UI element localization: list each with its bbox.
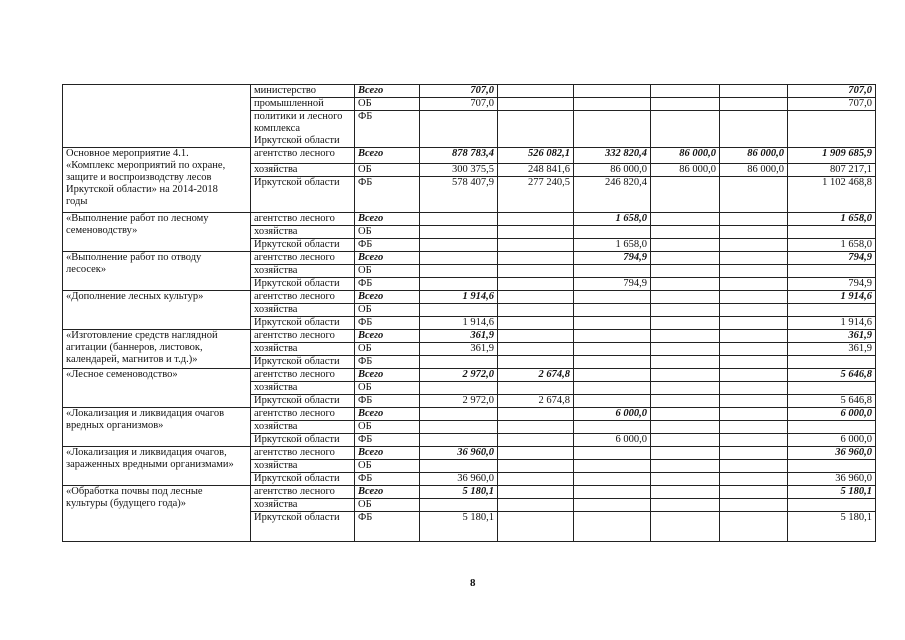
table-row xyxy=(63,447,876,460)
year-value xyxy=(498,330,574,343)
measure-name-line: годы xyxy=(66,196,88,207)
executor-cell: агентство лесного xyxy=(251,447,355,460)
year-value xyxy=(651,369,720,382)
funding-source: ОБ xyxy=(355,421,420,434)
total-value xyxy=(788,499,876,512)
total-value xyxy=(788,111,876,148)
year-value xyxy=(720,421,788,434)
year-value xyxy=(720,317,788,330)
funding-source: ФБ xyxy=(355,473,420,486)
total-value: 5 646,8 xyxy=(788,395,876,408)
measure-name xyxy=(63,213,251,252)
year-value xyxy=(574,304,651,317)
total-value: 36 960,0 xyxy=(788,473,876,486)
funding-source: ОБ xyxy=(355,265,420,278)
year-value: 878 783,4 xyxy=(420,148,498,164)
year-value xyxy=(651,213,720,226)
funding-source: Всего xyxy=(355,330,420,343)
year-value xyxy=(720,486,788,499)
table-row xyxy=(63,330,876,343)
funding-source: ОБ xyxy=(355,226,420,239)
year-value xyxy=(420,213,498,226)
year-value xyxy=(498,447,574,460)
total-value xyxy=(788,356,876,369)
year-value: 1 658,0 xyxy=(574,239,651,252)
year-value: 300 375,5 xyxy=(420,164,498,177)
executor-cell: промышленной xyxy=(251,98,355,111)
year-value: 1 658,0 xyxy=(574,213,651,226)
funding-source: Всего xyxy=(355,447,420,460)
year-value xyxy=(720,304,788,317)
year-value: 86 000,0 xyxy=(574,164,651,177)
funding-source: ФБ xyxy=(355,239,420,252)
year-value: 794,9 xyxy=(574,278,651,291)
year-value: 1 914,6 xyxy=(420,317,498,330)
year-value xyxy=(720,111,788,148)
total-value: 361,9 xyxy=(788,343,876,356)
measure-name xyxy=(63,447,251,486)
year-value xyxy=(498,486,574,499)
executor-line: Иркутской области xyxy=(254,135,340,146)
year-value: 5 180,1 xyxy=(420,486,498,499)
year-value xyxy=(498,512,574,542)
year-value xyxy=(651,408,720,421)
year-value xyxy=(420,434,498,447)
year-value xyxy=(574,473,651,486)
measure-name-line: «Обработка почвы под лесные xyxy=(66,486,203,497)
year-value xyxy=(651,473,720,486)
year-value xyxy=(651,460,720,473)
year-value: 36 960,0 xyxy=(420,447,498,460)
year-value xyxy=(651,317,720,330)
funding-source: Всего xyxy=(355,213,420,226)
year-value xyxy=(574,395,651,408)
year-value xyxy=(498,382,574,395)
year-value xyxy=(651,278,720,291)
year-value xyxy=(420,408,498,421)
measure-name xyxy=(63,252,251,291)
year-value xyxy=(574,499,651,512)
year-value xyxy=(498,317,574,330)
year-value xyxy=(420,460,498,473)
year-value xyxy=(720,98,788,111)
year-value xyxy=(574,343,651,356)
year-value xyxy=(420,382,498,395)
measure-name-line: защите и воспроизводству лесов xyxy=(66,172,212,183)
measure-name-line: календарей, магнитов и т.д.)» xyxy=(66,354,198,365)
year-value xyxy=(651,434,720,447)
total-value: 36 960,0 xyxy=(788,447,876,460)
measure-name-line: «Локализация и ликвидация очагов xyxy=(66,408,225,419)
year-value xyxy=(574,98,651,111)
table-row xyxy=(63,148,876,164)
year-value xyxy=(720,369,788,382)
measure-name xyxy=(63,408,251,447)
year-value xyxy=(574,421,651,434)
total-value: 6 000,0 xyxy=(788,408,876,421)
year-value xyxy=(720,395,788,408)
year-value: 2 674,8 xyxy=(498,395,574,408)
year-value xyxy=(498,408,574,421)
total-value xyxy=(788,304,876,317)
budget-table xyxy=(62,84,876,542)
executor-cell: Иркутской области xyxy=(251,512,355,542)
total-value: 1 102 468,8 xyxy=(788,177,876,213)
total-value: 707,0 xyxy=(788,98,876,111)
year-value xyxy=(651,395,720,408)
year-value xyxy=(651,304,720,317)
executor-cell: министерство xyxy=(251,85,355,98)
year-value xyxy=(651,512,720,542)
year-value: 526 082,1 xyxy=(498,148,574,164)
executor-cell: агентство лесного xyxy=(251,369,355,382)
year-value xyxy=(574,460,651,473)
measure-name-line: культуры (будущего года)» xyxy=(66,498,187,509)
total-value: 5 646,8 xyxy=(788,369,876,382)
year-value xyxy=(720,499,788,512)
measure-name-line: «Лесное семеноводство» xyxy=(66,369,178,380)
year-value: 2 972,0 xyxy=(420,369,498,382)
year-value: 361,9 xyxy=(420,330,498,343)
year-value: 332 820,4 xyxy=(574,148,651,164)
total-value: 707,0 xyxy=(788,85,876,98)
year-value xyxy=(651,499,720,512)
year-value xyxy=(574,226,651,239)
measure-name-line: лесосек» xyxy=(66,264,107,275)
funding-source: ФБ xyxy=(355,356,420,369)
executor-cell: Иркутской области xyxy=(251,356,355,369)
year-value xyxy=(651,330,720,343)
measure-name-line: «Выполнение работ по лесному xyxy=(66,213,209,224)
year-value xyxy=(720,278,788,291)
year-value xyxy=(498,278,574,291)
year-value xyxy=(720,226,788,239)
year-value xyxy=(498,421,574,434)
executor-cell: Иркутской области xyxy=(251,473,355,486)
table-row xyxy=(63,291,876,304)
funding-source: ФБ xyxy=(355,395,420,408)
executor-cell xyxy=(251,111,355,148)
year-value: 578 407,9 xyxy=(420,177,498,213)
year-value xyxy=(498,239,574,252)
year-value xyxy=(498,473,574,486)
funding-source: ОБ xyxy=(355,304,420,317)
table-row xyxy=(63,252,876,265)
year-value xyxy=(574,291,651,304)
executor-line: комплекса xyxy=(254,123,301,134)
year-value xyxy=(574,85,651,98)
year-value xyxy=(420,265,498,278)
executor-cell: хозяйства xyxy=(251,265,355,278)
executor-cell: агентство лесного xyxy=(251,486,355,499)
year-value xyxy=(498,356,574,369)
measure-name-line: «Дополнение лесных культур» xyxy=(66,291,204,302)
total-value xyxy=(788,460,876,473)
year-value xyxy=(720,356,788,369)
measure-name xyxy=(63,486,251,542)
year-value xyxy=(720,512,788,542)
measure-name-line: семеноводству» xyxy=(66,225,138,236)
executor-cell: хозяйства xyxy=(251,304,355,317)
total-value: 5 180,1 xyxy=(788,512,876,542)
year-value xyxy=(720,343,788,356)
executor-cell: агентство лесного xyxy=(251,213,355,226)
measure-name xyxy=(63,291,251,330)
total-value: 1 914,6 xyxy=(788,317,876,330)
executor-cell: хозяйства xyxy=(251,226,355,239)
measure-name-line: агитации (баннеров, листовок, xyxy=(66,342,203,353)
year-value xyxy=(420,278,498,291)
executor-cell: Иркутской области xyxy=(251,239,355,252)
year-value: 6 000,0 xyxy=(574,408,651,421)
total-value xyxy=(788,265,876,278)
year-value xyxy=(651,356,720,369)
table-row xyxy=(63,85,876,98)
year-value xyxy=(574,265,651,278)
year-value xyxy=(720,291,788,304)
year-value: 86 000,0 xyxy=(720,164,788,177)
executor-cell: Иркутской области xyxy=(251,177,355,213)
executor-cell: агентство лесного xyxy=(251,148,355,164)
year-value xyxy=(498,499,574,512)
year-value xyxy=(498,252,574,265)
executor-cell: Иркутской области xyxy=(251,395,355,408)
funding-source: Всего xyxy=(355,148,420,164)
measure-name-line: зараженных вредными организмами» xyxy=(66,459,234,470)
measure-name xyxy=(63,148,251,213)
funding-source: Всего xyxy=(355,486,420,499)
year-value xyxy=(498,343,574,356)
year-value xyxy=(574,382,651,395)
year-value xyxy=(651,343,720,356)
year-value xyxy=(498,291,574,304)
funding-source: Всего xyxy=(355,85,420,98)
total-value: 1 909 685,9 xyxy=(788,148,876,164)
year-value xyxy=(574,317,651,330)
year-value: 277 240,5 xyxy=(498,177,574,213)
total-value: 1 658,0 xyxy=(788,213,876,226)
year-value: 86 000,0 xyxy=(651,164,720,177)
year-value: 2 674,8 xyxy=(498,369,574,382)
year-value xyxy=(651,98,720,111)
executor-cell: Иркутской области xyxy=(251,317,355,330)
year-value: 707,0 xyxy=(420,85,498,98)
year-value: 5 180,1 xyxy=(420,512,498,542)
year-value: 707,0 xyxy=(420,98,498,111)
year-value xyxy=(651,382,720,395)
executor-cell: хозяйства xyxy=(251,164,355,177)
year-value: 361,9 xyxy=(420,343,498,356)
year-value xyxy=(498,98,574,111)
table-row xyxy=(63,213,876,226)
year-value xyxy=(651,177,720,213)
total-value: 794,9 xyxy=(788,278,876,291)
year-value xyxy=(420,226,498,239)
year-value: 1 914,6 xyxy=(420,291,498,304)
year-value xyxy=(498,213,574,226)
year-value xyxy=(720,330,788,343)
funding-source: ОБ xyxy=(355,499,420,512)
executor-cell: агентство лесного xyxy=(251,330,355,343)
total-value: 1 914,6 xyxy=(788,291,876,304)
year-value xyxy=(498,226,574,239)
year-value: 248 841,6 xyxy=(498,164,574,177)
funding-source: ОБ xyxy=(355,382,420,395)
page-number: 8 xyxy=(470,577,476,589)
measure-name-line: Иркутской области» на 2014-2018 xyxy=(66,184,218,195)
total-value: 6 000,0 xyxy=(788,434,876,447)
year-value xyxy=(720,408,788,421)
executor-cell: хозяйства xyxy=(251,343,355,356)
total-value xyxy=(788,382,876,395)
year-value xyxy=(574,486,651,499)
year-value: 794,9 xyxy=(574,252,651,265)
funding-source: ФБ xyxy=(355,317,420,330)
year-value xyxy=(574,447,651,460)
year-value xyxy=(574,369,651,382)
year-value xyxy=(720,239,788,252)
year-value: 6 000,0 xyxy=(574,434,651,447)
year-value xyxy=(651,226,720,239)
year-value xyxy=(720,382,788,395)
measure-name-line: вредных организмов» xyxy=(66,420,164,431)
measure-name xyxy=(63,330,251,369)
year-value xyxy=(420,252,498,265)
funding-source: Всего xyxy=(355,252,420,265)
year-value xyxy=(574,356,651,369)
total-value: 794,9 xyxy=(788,252,876,265)
year-value xyxy=(651,421,720,434)
year-value xyxy=(720,213,788,226)
year-value xyxy=(720,252,788,265)
funding-source: ФБ xyxy=(355,177,420,213)
executor-cell: агентство лесного xyxy=(251,408,355,421)
year-value xyxy=(498,304,574,317)
year-value xyxy=(574,512,651,542)
table-row xyxy=(63,486,876,499)
year-value xyxy=(420,239,498,252)
funding-source: Всего xyxy=(355,369,420,382)
total-value: 807 217,1 xyxy=(788,164,876,177)
funding-source: ОБ xyxy=(355,460,420,473)
year-value xyxy=(420,111,498,148)
funding-source: ОБ xyxy=(355,343,420,356)
year-value xyxy=(720,265,788,278)
year-value xyxy=(720,460,788,473)
executor-cell: агентство лесного xyxy=(251,291,355,304)
year-value: 86 000,0 xyxy=(720,148,788,164)
executor-cell: хозяйства xyxy=(251,421,355,434)
year-value xyxy=(420,499,498,512)
funding-source: ФБ xyxy=(355,111,420,148)
funding-source: ФБ xyxy=(355,434,420,447)
year-value xyxy=(651,486,720,499)
executor-cell: хозяйства xyxy=(251,382,355,395)
measure-name xyxy=(63,85,251,148)
year-value xyxy=(651,252,720,265)
year-value xyxy=(498,85,574,98)
year-value xyxy=(651,239,720,252)
total-value: 1 658,0 xyxy=(788,239,876,252)
year-value xyxy=(720,177,788,213)
measure-name-line: «Изготовление средств наглядной xyxy=(66,330,218,341)
funding-source: ФБ xyxy=(355,512,420,542)
year-value xyxy=(651,111,720,148)
year-value xyxy=(651,447,720,460)
year-value: 2 972,0 xyxy=(420,395,498,408)
executor-cell: Иркутской области xyxy=(251,278,355,291)
funding-source: ОБ xyxy=(355,164,420,177)
year-value xyxy=(651,291,720,304)
year-value xyxy=(720,434,788,447)
total-value xyxy=(788,421,876,434)
executor-cell: хозяйства xyxy=(251,460,355,473)
funding-source: ОБ xyxy=(355,98,420,111)
year-value: 86 000,0 xyxy=(651,148,720,164)
total-value: 5 180,1 xyxy=(788,486,876,499)
table-row xyxy=(63,369,876,382)
measure-name-line: Основное мероприятие 4.1. xyxy=(66,148,189,159)
table-row xyxy=(63,408,876,421)
year-value xyxy=(720,85,788,98)
year-value: 36 960,0 xyxy=(420,473,498,486)
total-value xyxy=(788,226,876,239)
year-value xyxy=(420,421,498,434)
measure-name xyxy=(63,369,251,408)
year-value xyxy=(498,434,574,447)
year-value xyxy=(498,111,574,148)
year-value xyxy=(720,447,788,460)
year-value xyxy=(420,356,498,369)
executor-cell: агентство лесного xyxy=(251,252,355,265)
year-value xyxy=(420,304,498,317)
funding-source: Всего xyxy=(355,291,420,304)
funding-source: ФБ xyxy=(355,278,420,291)
funding-source: Всего xyxy=(355,408,420,421)
executor-line: политики и лесного xyxy=(254,111,343,122)
measure-name-line: «Выполнение работ по отводу xyxy=(66,252,202,263)
year-value: 246 820,4 xyxy=(574,177,651,213)
measure-name-line: «Локализация и ликвидация очагов, xyxy=(66,447,227,458)
year-value xyxy=(720,473,788,486)
measure-name-line: «Комплекс мероприятий по охране, xyxy=(66,160,226,171)
year-value xyxy=(498,265,574,278)
year-value xyxy=(574,330,651,343)
executor-cell: хозяйства xyxy=(251,499,355,512)
year-value xyxy=(498,460,574,473)
year-value xyxy=(651,85,720,98)
executor-cell: Иркутской области xyxy=(251,434,355,447)
year-value xyxy=(574,111,651,148)
total-value: 361,9 xyxy=(788,330,876,343)
year-value xyxy=(651,265,720,278)
